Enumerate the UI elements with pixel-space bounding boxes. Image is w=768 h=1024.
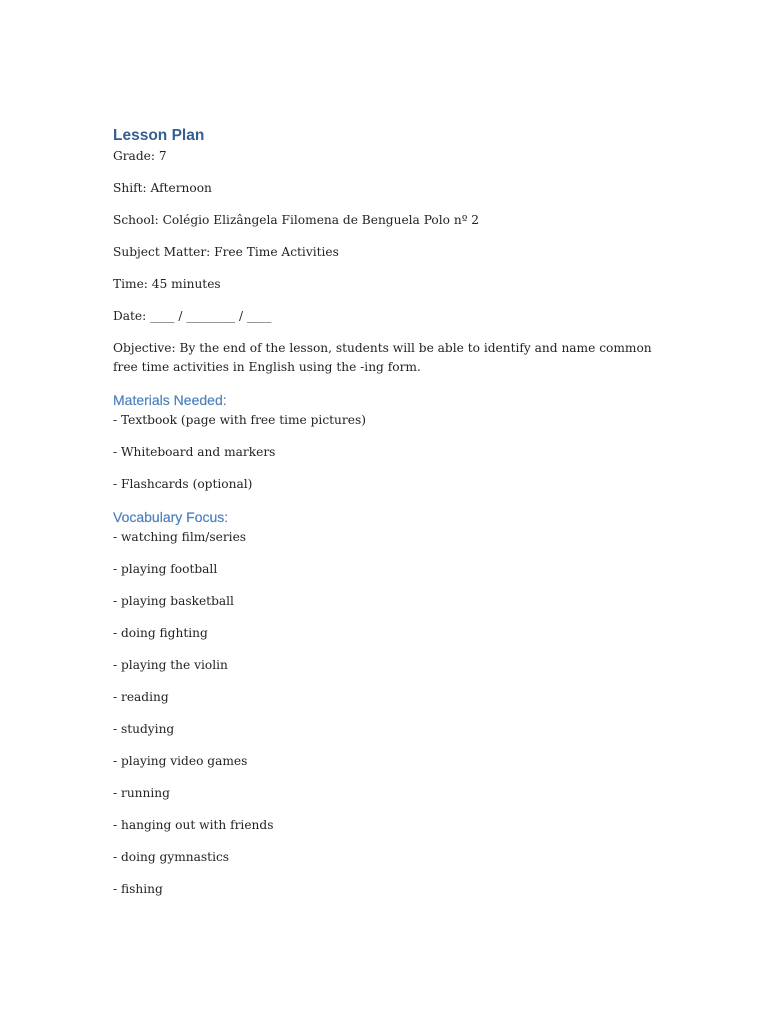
list-item: - hanging out with friends (113, 818, 274, 832)
grade-line: Grade: 7 (113, 149, 167, 163)
list-item: - playing the violin (113, 658, 228, 672)
list-item: - watching film/series (113, 530, 247, 544)
list-item: - doing gymnastics (113, 850, 230, 864)
date-line: Date: ____ / ________ / ____ (113, 309, 272, 323)
list-item: - playing football (113, 562, 218, 576)
subject-line: Subject Matter: Free Time Activities (113, 245, 339, 259)
objective-paragraph: Objective: By the end of the lesson, students will be able to identify and name common free time activities in English using the -ing form. (113, 341, 652, 374)
materials-list (113, 411, 658, 494)
vocabulary-list (113, 528, 658, 899)
list-item: - playing basketball (113, 594, 234, 608)
list-item: - playing video games (113, 754, 248, 768)
list-item: - studying (113, 722, 175, 736)
list-item: - reading (113, 690, 169, 704)
list-item: - doing fighting (113, 626, 208, 640)
vocabulary-heading: Vocabulary Focus: (113, 509, 229, 525)
list-item: - Flashcards (optional) (113, 477, 253, 491)
list-item: - running (113, 786, 170, 800)
school-line: School: Colégio Elizângela Filomena de Benguela Polo nº 2 (113, 213, 480, 227)
shift-line: Shift: Afternoon (113, 181, 212, 195)
list-item: - Whiteboard and markers (113, 445, 276, 459)
list-item: - fishing (113, 882, 163, 896)
materials-heading: Materials Needed: (113, 392, 227, 408)
document-page (113, 124, 658, 899)
document-title: Lesson Plan (113, 127, 205, 144)
list-item: - Textbook (page with free time pictures) (113, 413, 366, 427)
time-line: Time: 45 minutes (113, 277, 221, 291)
